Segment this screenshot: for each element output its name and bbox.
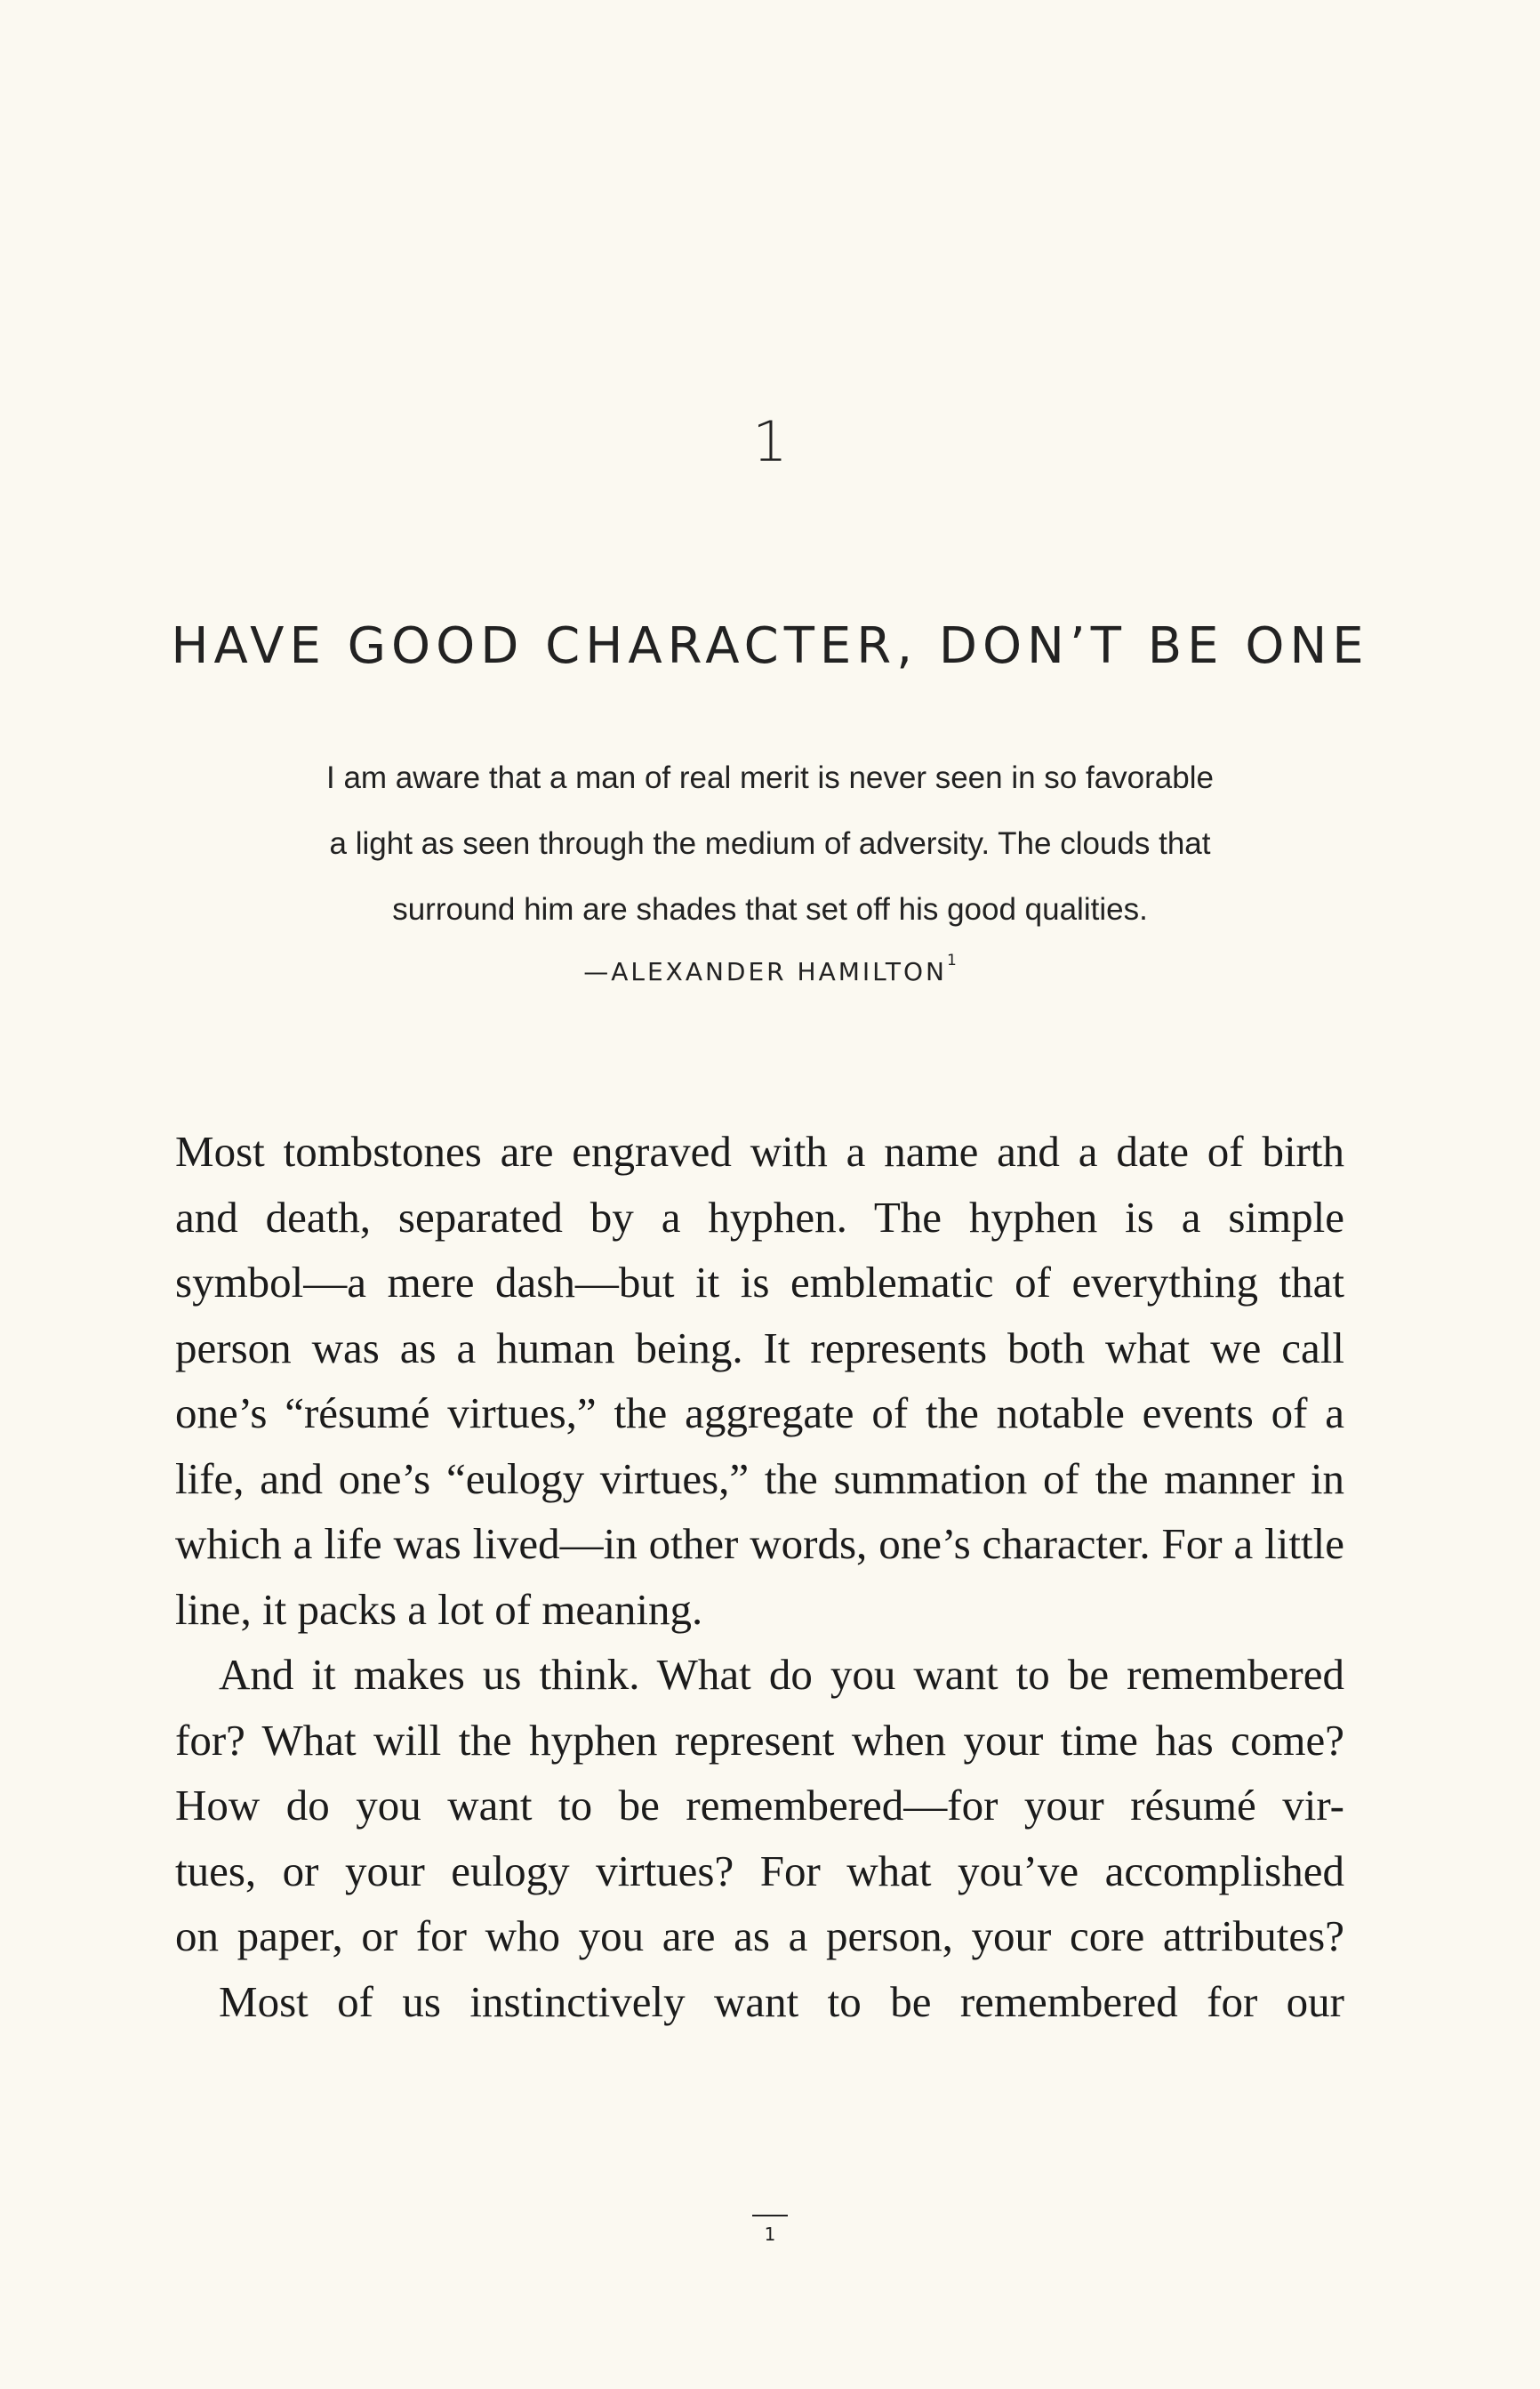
body-line: which a life was lived—in other words, one’s character. For a little — [175, 1519, 1344, 1568]
page-number: 1 — [764, 2224, 776, 2245]
chapter-title: HAVE GOOD CHARACTER, DON’T BE ONE — [171, 617, 1369, 675]
body-line: And it makes us think. What do you want to be remembered — [219, 1650, 1344, 1699]
epigraph-line: surround him are shades that set off his good qualities. — [392, 892, 1148, 927]
body-line: for? What will the hyphen represent when your time has come? — [175, 1715, 1344, 1765]
body-line: one’s “résumé virtues,” the aggregate of the notable events of a — [175, 1388, 1344, 1437]
epigraph — [222, 745, 1318, 943]
chapter-number: 1 — [752, 409, 788, 474]
epigraph-line: I am aware that a man of real merit is never seen in so favorable — [326, 760, 1214, 795]
epigraph-line: a light as seen through the medium of adversity. The clouds that — [329, 826, 1211, 861]
body-line: person was as a human being. It represents both what we call — [175, 1323, 1344, 1372]
body-line: life, and one’s “eulogy virtues,” the summation of the manner in — [175, 1453, 1344, 1503]
footnote-mark: 1 — [946, 952, 957, 969]
epigraph-attribution — [0, 952, 1540, 986]
body-line: tues, or your eulogy virtues? For what you’ve accomplished — [175, 1846, 1344, 1895]
body-text — [175, 1119, 1344, 2034]
body-line: Most of us instinctively want to be remembered for our — [219, 1976, 1344, 2026]
folio-rule — [752, 2215, 788, 2216]
body-line: and death, separated by a hyphen. The hyphen is a simple — [175, 1192, 1344, 1242]
body-line: Most tombstones are engraved with a name and a date of birth — [175, 1127, 1344, 1176]
body-line: symbol—a mere dash—but it is emblematic of everything that — [175, 1258, 1344, 1307]
body-line: How do you want to be remembered—for your résumé vir- — [175, 1781, 1344, 1830]
body-line: line, it packs a lot of meaning. — [175, 1584, 703, 1634]
attribution-text: —ALEXANDER HAMILTON — [583, 957, 947, 986]
page-folio — [0, 2215, 1540, 2245]
body-line: on paper, or for who you are as a person, your core attributes? — [175, 1911, 1344, 1960]
